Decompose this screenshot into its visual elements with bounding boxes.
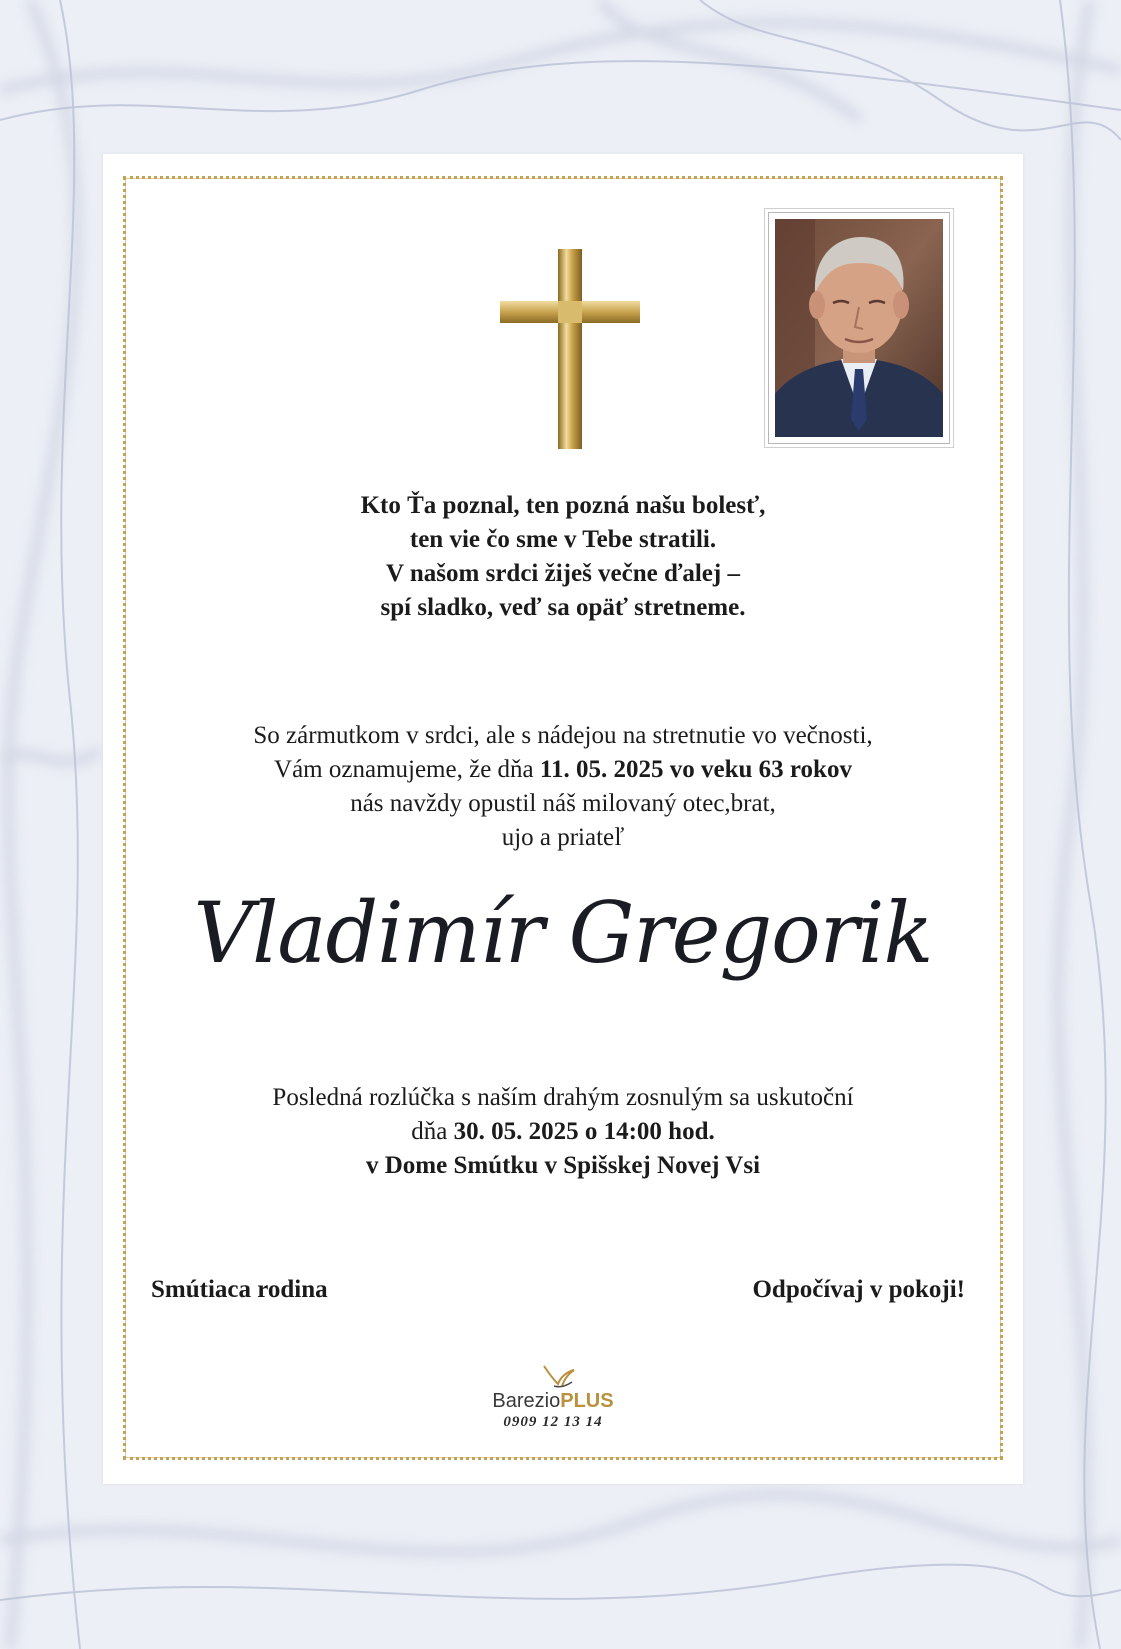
obituary-card: [103, 154, 1023, 1484]
announcement-line: ujo a priateľ: [501, 824, 625, 851]
logo-phone: 0909 12 13 14: [503, 1414, 603, 1430]
funeral-service-logo: [458, 1362, 648, 1442]
funeral-prefix: dňa: [411, 1118, 448, 1145]
funeral-details: [103, 1081, 1023, 1183]
death-date-age: 11. 05. 2025 vo veku 63 rokov: [539, 756, 852, 783]
deceased-name: Vladimír Gregorik: [193, 884, 933, 982]
logo-name: [458, 1390, 648, 1413]
family-signature: Smútiaca rodina: [151, 1276, 328, 1303]
announcement-prefix: Vám oznamujeme, že dňa: [274, 756, 534, 783]
death-announcement: [103, 719, 1023, 855]
poem-line: spí sladko, veď sa opäť stretneme.: [380, 594, 746, 621]
cross-icon: [500, 249, 640, 449]
announcement-line: nás navždy opustil náš milovaný otec,brat,: [350, 790, 776, 817]
funeral-line: Posledná rozlúčka s naším drahým zosnulým sa uskutoční: [272, 1084, 854, 1111]
poem-line: V našom srdci žiješ večne ďalej –: [386, 560, 740, 587]
announcement-line: So zármutkom v srdci, ale s nádejou na stretnutie vo večnosti,: [253, 722, 873, 749]
funeral-date-time: 30. 05. 2025 o 14:00 hod.: [453, 1118, 715, 1145]
funeral-line: [103, 1115, 1023, 1149]
poem-line: Kto Ťa poznal, ten pozná našu bolesť,: [360, 492, 766, 519]
poem-verse: [103, 489, 1023, 625]
announcement-line: [103, 753, 1023, 787]
portrait-photo: [775, 219, 943, 437]
logo-name-part1: Barezio: [492, 1390, 561, 1412]
rest-in-peace: Odpočívaj v pokoji!: [752, 1276, 965, 1303]
funeral-location: v Dome Smútku v Spišskej Novej Vsi: [365, 1152, 761, 1179]
logo-name-part2: PLUS: [560, 1390, 614, 1412]
wing-logo-icon: [538, 1362, 578, 1392]
poem-line: ten vie čo sme v Tebe stratili.: [409, 526, 717, 553]
portrait-frame: [768, 212, 950, 444]
